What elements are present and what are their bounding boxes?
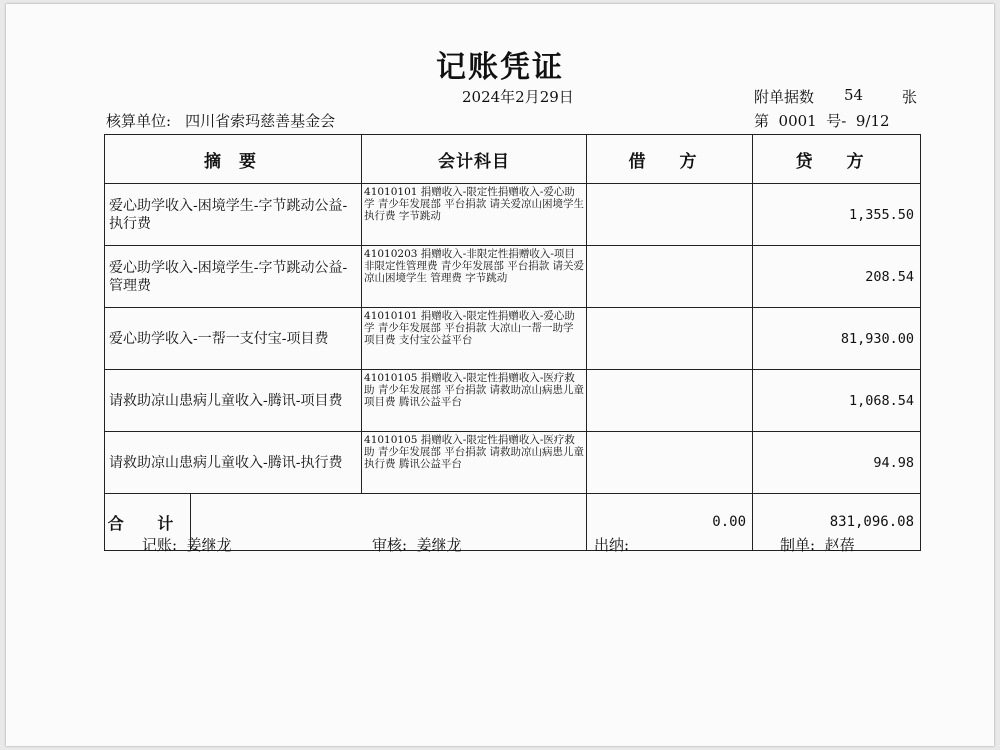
row-subject-text: 41010101 捐赠收入-限定性捐赠收入-爱心助学 青少年发展部 平台捐款 大凉山一帮一助学 项目费 支付宝公益平台 bbox=[364, 310, 575, 346]
voucher-title: 记账凭证 bbox=[436, 50, 564, 85]
header-debit: 借 方 bbox=[587, 135, 753, 184]
row-subject-text: 41010105 捐赠收入-限定性捐赠收入-医疗救助 青少年发展部 平台捐款 请救助凉山病患儿童 项目费 腾讯公益平台 bbox=[364, 372, 585, 408]
attachment-number: 54 bbox=[844, 86, 864, 104]
row-credit: 1,068.54 bbox=[753, 370, 921, 432]
row-summary: 爱心助学收入-困境学生-字节跳动公益-管理费 bbox=[105, 246, 362, 308]
row-subject-text: 41010105 捐赠收入-限定性捐赠收入-医疗救助 青少年发展部 平台捐款 请救助凉山病患儿童 执行费 腾讯公益平台 bbox=[364, 434, 585, 470]
row-subject bbox=[362, 308, 587, 370]
row-summary: 爱心助学收入-一帮一支付宝-项目费 bbox=[105, 308, 362, 370]
row-debit bbox=[587, 246, 753, 308]
accounting-unit-label: 核算单位: bbox=[106, 112, 172, 130]
row-subject-text: 41010203 捐赠收入-非限定性捐赠收入-项目非限定性管理费 青少年发展部 平台捐款 请关爱凉山困境学生 管理费 字节跳动 bbox=[364, 248, 585, 284]
row-subject bbox=[362, 432, 587, 494]
attachment-label: 附单据数 bbox=[754, 88, 815, 106]
row-debit bbox=[587, 432, 753, 494]
table-row bbox=[105, 370, 921, 432]
row-subject bbox=[362, 184, 587, 246]
table-row bbox=[105, 308, 921, 370]
voucher-date: 2024年2月29日 bbox=[462, 88, 574, 106]
accounting-unit bbox=[106, 110, 335, 131]
row-subject bbox=[362, 370, 587, 432]
row-summary: 请救助凉山患病儿童收入-腾讯-项目费 bbox=[105, 370, 362, 432]
voucher-table bbox=[104, 134, 921, 551]
row-credit: 208.54 bbox=[753, 246, 921, 308]
total-label: 合 计 bbox=[105, 494, 191, 551]
table-row bbox=[105, 432, 921, 494]
accounting-unit-name: 四川省索玛慈善基金会 bbox=[185, 112, 336, 130]
table-row bbox=[105, 246, 921, 308]
attachment-count bbox=[754, 86, 918, 107]
table-header-row bbox=[105, 135, 921, 184]
total-debit: 0.00 bbox=[587, 494, 753, 551]
voucher-number: 第 0001 号- 9/12 bbox=[754, 112, 890, 130]
row-debit bbox=[587, 370, 753, 432]
attachment-unit: 张 bbox=[902, 88, 918, 106]
preparer-signature: 制单: 赵蓓 bbox=[780, 536, 855, 554]
table-row bbox=[105, 184, 921, 246]
row-summary: 请救助凉山患病儿童收入-腾讯-执行费 bbox=[105, 432, 362, 494]
total-credit: 831,096.08 bbox=[753, 494, 921, 551]
row-credit: 94.98 bbox=[753, 432, 921, 494]
row-summary: 爱心助学收入-困境学生-字节跳动公益-执行费 bbox=[105, 184, 362, 246]
row-credit: 1,355.50 bbox=[753, 184, 921, 246]
row-debit bbox=[587, 184, 753, 246]
header-summary: 摘 要 bbox=[105, 135, 362, 184]
cashier-signature: 出纳: bbox=[594, 536, 630, 554]
row-credit: 81,930.00 bbox=[753, 308, 921, 370]
header-subject: 会计科目 bbox=[362, 135, 587, 184]
bookkeeper-signature: 记账: 姜继龙 bbox=[142, 536, 232, 554]
row-debit bbox=[587, 308, 753, 370]
row-subject-text: 41010101 捐赠收入-限定性捐赠收入-爱心助学 青少年发展部 平台捐款 请关爱凉山困境学生 执行费 字节跳动 bbox=[364, 186, 585, 222]
row-subject bbox=[362, 246, 587, 308]
header-credit: 贷 方 bbox=[753, 135, 921, 184]
reviewer-signature: 审核: 姜继龙 bbox=[372, 536, 462, 554]
